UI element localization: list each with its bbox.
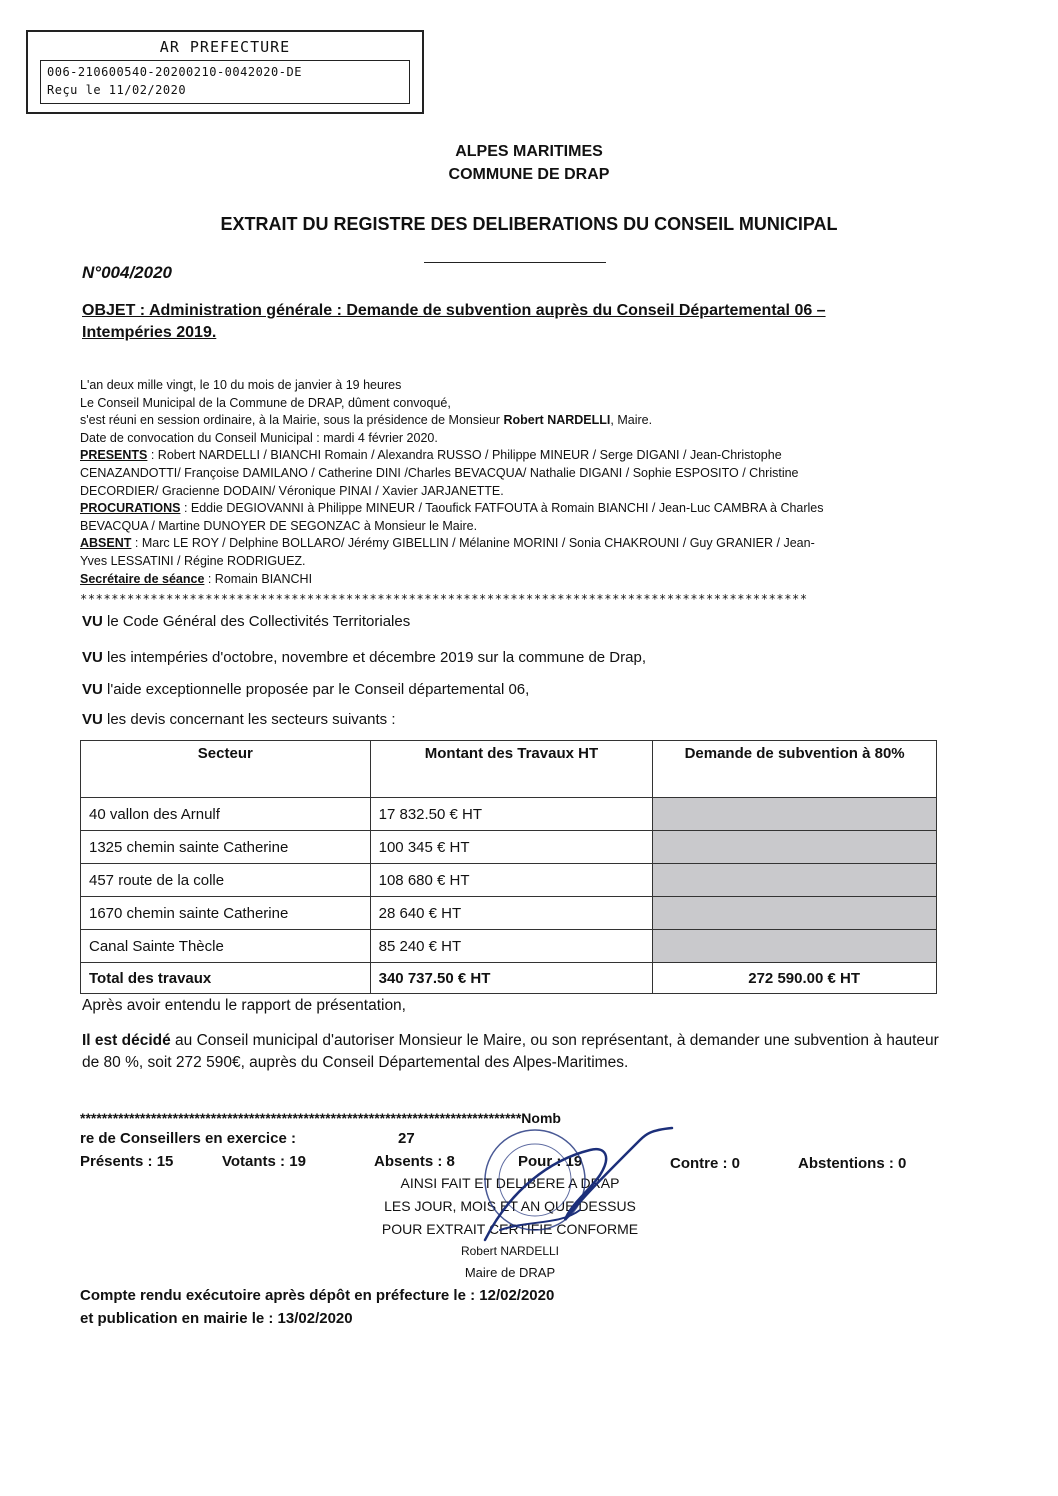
cell-subvention-blank <box>653 930 937 963</box>
stamp-received: Reçu le 11/02/2020 <box>47 83 187 97</box>
commune-heading: COMMUNE DE DRAP <box>448 166 610 183</box>
document-title: EXTRAIT DU REGISTRE DES DELIBERATIONS DU CONSEIL MUNICIPAL <box>220 214 838 234</box>
preamble-line-3 <box>80 412 950 430</box>
secretaire-line <box>80 571 950 589</box>
cell-secteur: 457 route de la colle <box>81 864 371 897</box>
signature-name: Robert NARDELLI <box>460 1244 560 1258</box>
footer-line-1: Compte rendu exécutoire après dépôt en préfecture le : 12/02/2020 <box>80 1287 555 1304</box>
presents-label: PRESENTS <box>80 448 148 463</box>
vu-line-3 <box>82 681 529 698</box>
stamp-title: AR PREFECTURE <box>159 38 291 56</box>
table-row <box>81 831 937 864</box>
table-row <box>81 864 937 897</box>
convocation-date: Date de convocation du Conseil Municipal : mardi 4 février 2020. <box>80 430 438 445</box>
prefecture-stamp <box>26 30 424 114</box>
seal-and-signature-icon <box>440 1120 690 1260</box>
signature-line-2: LES JOUR, MOIS ET AN QUE DESSUS <box>384 1198 636 1214</box>
absent-line-1 <box>80 535 950 553</box>
procurations-line-2: BEVACQUA / Martine DUNOYER DE SEGONZAC à Monsieur le Maire. <box>80 518 478 533</box>
procurations-text: : Eddie DEGIOVANNI à Philippe MINEUR / Taoufick FATFOUTA à Romain BIANCHI / Jean-Luc CAMBRA à Charles <box>180 501 824 516</box>
table-row <box>81 798 937 831</box>
absents-count: Absents : 8 <box>374 1153 455 1170</box>
title-rule <box>424 262 606 263</box>
total-label: Total des travaux <box>81 963 371 994</box>
objet <box>82 300 942 344</box>
president-name: Robert NARDELLI <box>503 413 611 428</box>
absent-line-2: Yves LESSATINI / Régine RODRIGUEZ. <box>80 553 306 568</box>
cell-secteur: Canal Sainte Thècle <box>81 930 371 963</box>
presents-line-3: DECORDIER/ Gracienne DODAIN/ Véronique PINAI / Xavier JARJANETTE. <box>80 483 504 498</box>
deliberation-number: N°004/2020 <box>82 263 172 282</box>
votes-stars: *********************************************************************************Nomb <box>80 1110 561 1126</box>
vu-line-4 <box>82 711 395 728</box>
stamp-inner-box <box>40 60 410 104</box>
cell-subvention-blank <box>653 897 937 930</box>
header-montant: Montant des Travaux HT <box>370 741 653 798</box>
vu-keyword: VU <box>82 649 103 666</box>
vu-line-1 <box>82 613 410 630</box>
apres-text: Après avoir entendu le rapport de présentation, <box>82 997 406 1014</box>
presents-count: Présents : 15 <box>80 1153 174 1170</box>
cell-subvention-blank <box>653 831 937 864</box>
presents-text: : Robert NARDELLI / BIANCHI Romain / Alexandra RUSSO / Philippe MINEUR / Serge DIGANI / Jean-Christophe <box>147 448 782 463</box>
secretaire-value: : Romain BIANCHI <box>204 571 313 586</box>
secretaire-label: Secrétaire de séance <box>80 571 205 586</box>
stamp-id: 006-210600540-20200210-0042020-DE <box>47 65 302 79</box>
cell-montant: 108 680 € HT <box>370 864 653 897</box>
cell-montant: 28 640 € HT <box>370 897 653 930</box>
signature-title: Maire de DRAP <box>464 1265 556 1280</box>
presents-line-2: CENAZANDOTTI/ Françoise DAMILANO / Catherine DINI /Charles BEVACQUA/ Nathalie DIGANI / Sophie ESPOSITO / Christine <box>80 465 799 480</box>
absent-text: : Marc LE ROY / Delphine BOLLARO/ Jérémy GIBELLIN / Mélanine MORINI / Sonia CHAKROUNI / Guy GRANIER / Jean- <box>131 536 815 551</box>
signature-line-3: POUR EXTRAIT CERTIFIE CONFORME <box>381 1221 639 1237</box>
vu-text: le Code Général des Collectivités Territoriales <box>102 613 411 630</box>
vu-line-2 <box>82 649 646 666</box>
preamble <box>80 377 950 588</box>
conseillers-label: re de Conseillers en exercice : <box>80 1130 296 1147</box>
travaux-table <box>80 740 937 994</box>
cell-secteur: 40 vallon des Arnulf <box>81 798 371 831</box>
signature-line-1: AINSI FAIT ET DELIBERE A DRAP <box>400 1175 620 1191</box>
total-subvention: 272 590.00 € HT <box>653 963 937 994</box>
cell-montant: 17 832.50 € HT <box>370 798 653 831</box>
objet-line-1: OBJET : Administration générale : Demande de subvention auprès du Conseil Départemental 06 – <box>82 302 826 319</box>
table-header-row <box>81 741 937 798</box>
vu-text: l'aide exceptionnelle proposée par le Conseil départemental 06, <box>102 681 530 698</box>
header-subvention: Demande de subvention à 80% <box>653 741 937 798</box>
absent-label: ABSENT <box>80 536 132 551</box>
pour-count: Pour : 19 <box>518 1153 583 1170</box>
decision-text <box>82 1030 942 1074</box>
decision-keyword: Il est décidé <box>82 1032 171 1049</box>
department-heading: ALPES MARITIMES <box>455 143 603 160</box>
decision-body: au Conseil municipal d'autoriser Monsieur le Maire, ou son représentant, à demander une subvention à hauteur de 80 %, soit 272 590€, auprès du Conseil Départemental des Alpes-Maritimes. <box>82 1032 939 1071</box>
objet-line-2: Intempéries 2019. <box>82 324 217 341</box>
header-secteur: Secteur <box>81 741 371 798</box>
cell-secteur: 1670 chemin sainte Catherine <box>81 897 371 930</box>
preamble-line-1: L'an deux mille vingt, le 10 du mois de janvier à 19 heures <box>80 378 402 392</box>
vu-keyword: VU <box>82 711 103 728</box>
presents-line-1 <box>80 447 950 465</box>
conseillers-value: 27 <box>398 1130 415 1147</box>
table-row <box>81 930 937 963</box>
table-total-row <box>81 963 937 994</box>
table-row <box>81 897 937 930</box>
vu-keyword: VU <box>82 681 103 698</box>
footer-line-2: et publication en mairie le : 13/02/2020 <box>80 1310 353 1327</box>
procurations-label: PROCURATIONS <box>80 501 181 516</box>
cell-subvention-blank <box>653 798 937 831</box>
preamble-text: s'est réuni en session ordinaire, à la Mairie, sous la présidence de Monsieur <box>80 413 504 428</box>
cell-montant: 100 345 € HT <box>370 831 653 864</box>
preamble-line-2: Le Conseil Municipal de la Commune de DRAP, dûment convoqué, <box>80 395 451 410</box>
preamble-text: , Maire. <box>610 413 653 428</box>
total-montant: 340 737.50 € HT <box>370 963 653 994</box>
separator-stars: ********************************************************************************************* <box>80 592 808 606</box>
cell-subvention-blank <box>653 864 937 897</box>
votants-count: Votants : 19 <box>222 1153 306 1170</box>
cell-secteur: 1325 chemin sainte Catherine <box>81 831 371 864</box>
contre-count: Contre : 0 <box>670 1155 741 1172</box>
vu-keyword: VU <box>82 613 103 630</box>
procurations-line-1 <box>80 500 950 518</box>
vu-text: les intempéries d'octobre, novembre et décembre 2019 sur la commune de Drap, <box>102 649 646 666</box>
abstentions-count: Abstentions : 0 <box>798 1155 907 1172</box>
cell-montant: 85 240 € HT <box>370 930 653 963</box>
vu-text: les devis concernant les secteurs suivants : <box>102 711 396 728</box>
